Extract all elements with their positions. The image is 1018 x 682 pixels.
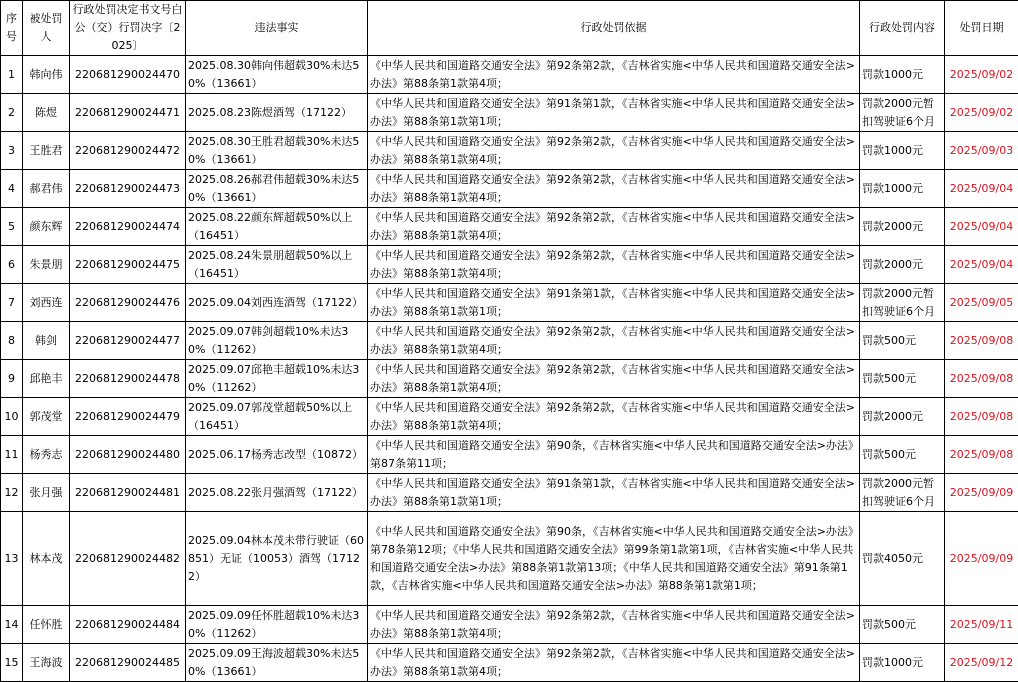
doc-number-cell: 220681290024484 bbox=[70, 606, 186, 644]
doc-number-cell: 220681290024475 bbox=[70, 246, 186, 284]
seq-cell: 11 bbox=[1, 436, 23, 474]
violation-fact-cell: 2025.08.26郝君伟超载30%未达50%（13661） bbox=[186, 170, 368, 208]
table-row bbox=[1, 170, 1018, 208]
doc-number-cell: 220681290024478 bbox=[70, 360, 186, 398]
col-header-basis: 行政处罚依据 bbox=[368, 1, 860, 56]
penalty-date-cell: 2025/09/12 bbox=[945, 644, 1018, 682]
violation-fact-cell: 2025.09.07韩剑超载10%未达30%（11262） bbox=[186, 322, 368, 360]
penalty-date-cell: 2025/09/02 bbox=[945, 94, 1018, 132]
penalty-date-cell: 2025/09/04 bbox=[945, 170, 1018, 208]
penalty-date-cell: 2025/09/09 bbox=[945, 512, 1018, 606]
penalty-date-cell: 2025/09/03 bbox=[945, 132, 1018, 170]
penalty-content-cell: 罚款500元 bbox=[860, 322, 945, 360]
penalty-date-cell: 2025/09/08 bbox=[945, 436, 1018, 474]
name-cell: 王海波 bbox=[23, 644, 70, 682]
seq-cell: 1 bbox=[1, 56, 23, 94]
seq-cell: 3 bbox=[1, 132, 23, 170]
penalty-basis-cell: 《中华人民共和国道路交通安全法》第92条第2款，《吉林省实施<中华人民共和国道路交通安全法>办法》第88条第1款第4项； bbox=[368, 208, 860, 246]
seq-cell: 7 bbox=[1, 284, 23, 322]
doc-number-cell: 220681290024485 bbox=[70, 644, 186, 682]
name-cell: 张月强 bbox=[23, 474, 70, 512]
penalty-date-cell: 2025/09/08 bbox=[945, 322, 1018, 360]
penalty-basis-cell: 《中华人民共和国道路交通安全法》第92条第2款，《吉林省实施<中华人民共和国道路交通安全法>办法》第88条第1款第4项； bbox=[368, 132, 860, 170]
penalty-date-cell: 2025/09/09 bbox=[945, 474, 1018, 512]
violation-fact-cell: 2025.09.07郭茂堂超载50%以上（16451） bbox=[186, 398, 368, 436]
penalty-content-cell: 罚款1000元 bbox=[860, 132, 945, 170]
table-row bbox=[1, 436, 1018, 474]
header-row bbox=[1, 1, 1018, 56]
table-row bbox=[1, 132, 1018, 170]
table-row bbox=[1, 284, 1018, 322]
penalty-basis-cell: 《中华人民共和国道路交通安全法》第91条第1款，《吉林省实施<中华人民共和国道路交通安全法>办法》第88条第1款第1项； bbox=[368, 94, 860, 132]
name-cell: 韩剑 bbox=[23, 322, 70, 360]
violation-fact-cell: 2025.09.07邱艳丰超载10%未达30%（11262） bbox=[186, 360, 368, 398]
penalty-basis-cell: 《中华人民共和国道路交通安全法》第91条第1款，《吉林省实施<中华人民共和国道路交通安全法>办法》第88条第1款第1项； bbox=[368, 474, 860, 512]
penalty-content-cell: 罚款500元 bbox=[860, 360, 945, 398]
violation-fact-cell: 2025.09.09王海波超载30%未达50%（13661） bbox=[186, 644, 368, 682]
violation-fact-cell: 2025.08.30韩向伟超载30%未达50%（13661） bbox=[186, 56, 368, 94]
violation-fact-cell: 2025.09.04林本茂未带行驶证（60851）无证（10053）酒驾（17122） bbox=[186, 512, 368, 606]
penalty-basis-cell: 《中华人民共和国道路交通安全法》第92条第2款，《吉林省实施<中华人民共和国道路交通安全法>办法》第88条第1款第4项； bbox=[368, 360, 860, 398]
penalty-content-cell: 罚款2000元 bbox=[860, 398, 945, 436]
table-row bbox=[1, 208, 1018, 246]
seq-cell: 12 bbox=[1, 474, 23, 512]
seq-cell: 14 bbox=[1, 606, 23, 644]
seq-cell: 9 bbox=[1, 360, 23, 398]
penalty-content-cell: 罚款2000元暂扣驾驶证6个月 bbox=[860, 94, 945, 132]
penalty-content-cell: 罚款1000元 bbox=[860, 170, 945, 208]
doc-number-cell: 220681290024474 bbox=[70, 208, 186, 246]
violation-fact-cell: 2025.06.17杨秀志改型（10872） bbox=[186, 436, 368, 474]
penalty-date-cell: 2025/09/08 bbox=[945, 398, 1018, 436]
doc-number-cell: 220681290024470 bbox=[70, 56, 186, 94]
seq-cell: 13 bbox=[1, 512, 23, 606]
penalty-content-cell: 罚款500元 bbox=[860, 436, 945, 474]
penalty-basis-cell: 《中华人民共和国道路交通安全法》第92条第2款，《吉林省实施<中华人民共和国道路交通安全法>办法》第88条第1款第4项； bbox=[368, 246, 860, 284]
name-cell: 郝君伟 bbox=[23, 170, 70, 208]
penalty-date-cell: 2025/09/02 bbox=[945, 56, 1018, 94]
penalty-content-cell: 罚款1000元 bbox=[860, 644, 945, 682]
penalty-date-cell: 2025/09/05 bbox=[945, 284, 1018, 322]
table-row bbox=[1, 398, 1018, 436]
name-cell: 杨秀志 bbox=[23, 436, 70, 474]
col-header-name: 被处罚人 bbox=[23, 1, 70, 56]
penalty-date-cell: 2025/09/04 bbox=[945, 208, 1018, 246]
name-cell: 陈煜 bbox=[23, 94, 70, 132]
penalty-basis-cell: 《中华人民共和国道路交通安全法》第92条第2款，《吉林省实施<中华人民共和国道路交通安全法>办法》第88条第1款第4项； bbox=[368, 398, 860, 436]
table-row bbox=[1, 94, 1018, 132]
penalty-basis-cell: 《中华人民共和国道路交通安全法》第92条第2款，《吉林省实施<中华人民共和国道路交通安全法>办法》第88条第1款第4项； bbox=[368, 56, 860, 94]
penalty-content-cell: 罚款4050元 bbox=[860, 512, 945, 606]
table-row bbox=[1, 360, 1018, 398]
name-cell: 刘西连 bbox=[23, 284, 70, 322]
violation-fact-cell: 2025.09.04刘西连酒驾（17122） bbox=[186, 284, 368, 322]
name-cell: 朱景朋 bbox=[23, 246, 70, 284]
name-cell: 颜东辉 bbox=[23, 208, 70, 246]
doc-number-cell: 220681290024472 bbox=[70, 132, 186, 170]
penalty-content-cell: 罚款2000元 bbox=[860, 246, 945, 284]
violation-fact-cell: 2025.08.23陈煜酒驾（17122） bbox=[186, 94, 368, 132]
seq-cell: 8 bbox=[1, 322, 23, 360]
penalty-basis-cell: 《中华人民共和国道路交通安全法》第90条，《吉林省实施<中华人民共和国道路交通安全法>办法》第87条第11项； bbox=[368, 436, 860, 474]
table-row bbox=[1, 322, 1018, 360]
penalty-content-cell: 罚款500元 bbox=[860, 606, 945, 644]
name-cell: 王胜君 bbox=[23, 132, 70, 170]
penalty-basis-cell: 《中华人民共和国道路交通安全法》第92条第2款，《吉林省实施<中华人民共和国道路交通安全法>办法》第88条第1款第4项； bbox=[368, 170, 860, 208]
doc-number-cell: 220681290024471 bbox=[70, 94, 186, 132]
seq-cell: 5 bbox=[1, 208, 23, 246]
violation-fact-cell: 2025.08.22张月强酒驾（17122） bbox=[186, 474, 368, 512]
name-cell: 韩向伟 bbox=[23, 56, 70, 94]
penalty-basis-cell: 《中华人民共和国道路交通安全法》第91条第1款，《吉林省实施<中华人民共和国道路交通安全法>办法》第88条第1款第1项； bbox=[368, 284, 860, 322]
doc-number-cell: 220681290024476 bbox=[70, 284, 186, 322]
col-header-doc: 行政处罚决定书文号白公（交）行罚决字〔2025〕 bbox=[70, 1, 186, 56]
name-cell: 林本茂 bbox=[23, 512, 70, 606]
penalty-basis-cell: 《中华人民共和国道路交通安全法》第92条第2款，《吉林省实施<中华人民共和国道路交通安全法>办法》第88条第1款第4项； bbox=[368, 322, 860, 360]
name-cell: 邱艳丰 bbox=[23, 360, 70, 398]
penalty-content-cell: 罚款2000元 bbox=[860, 208, 945, 246]
col-header-fact: 违法事实 bbox=[186, 1, 368, 56]
violation-fact-cell: 2025.08.22颜东辉超载50%以上（16451） bbox=[186, 208, 368, 246]
doc-number-cell: 220681290024481 bbox=[70, 474, 186, 512]
table-row bbox=[1, 246, 1018, 284]
seq-cell: 4 bbox=[1, 170, 23, 208]
violation-fact-cell: 2025.09.09任怀胜超载10%未达30%（11262） bbox=[186, 606, 368, 644]
penalty-date-cell: 2025/09/11 bbox=[945, 606, 1018, 644]
penalty-basis-cell: 《中华人民共和国道路交通安全法》第92条第2款，《吉林省实施<中华人民共和国道路交通安全法>办法》第88条第1款第4项； bbox=[368, 644, 860, 682]
table-row bbox=[1, 606, 1018, 644]
seq-cell: 10 bbox=[1, 398, 23, 436]
col-header-content: 行政处罚内容 bbox=[860, 1, 945, 56]
penalty-content-cell: 罚款2000元暂扣驾驶证6个月 bbox=[860, 284, 945, 322]
name-cell: 郭茂堂 bbox=[23, 398, 70, 436]
name-cell: 任怀胜 bbox=[23, 606, 70, 644]
seq-cell: 2 bbox=[1, 94, 23, 132]
table-row bbox=[1, 474, 1018, 512]
violation-fact-cell: 2025.08.30王胜君超载30%未达50%（13661） bbox=[186, 132, 368, 170]
penalty-date-cell: 2025/09/08 bbox=[945, 360, 1018, 398]
doc-number-cell: 220681290024477 bbox=[70, 322, 186, 360]
penalty-content-cell: 罚款1000元 bbox=[860, 56, 945, 94]
doc-number-cell: 220681290024479 bbox=[70, 398, 186, 436]
penalty-content-cell: 罚款2000元暂扣驾驶证6个月 bbox=[860, 474, 945, 512]
seq-cell: 15 bbox=[1, 644, 23, 682]
table-body bbox=[1, 56, 1018, 682]
penalty-date-cell: 2025/09/04 bbox=[945, 246, 1018, 284]
table-row bbox=[1, 512, 1018, 606]
col-header-seq: 序号 bbox=[1, 1, 23, 56]
violation-fact-cell: 2025.08.24朱景朋超载50%以上（16451） bbox=[186, 246, 368, 284]
col-header-date: 处罚日期 bbox=[945, 1, 1018, 56]
penalty-basis-cell: 《中华人民共和国道路交通安全法》第92条第2款，《吉林省实施<中华人民共和国道路交通安全法>办法》第88条第1款第4项； bbox=[368, 606, 860, 644]
penalty-basis-cell: 《中华人民共和国道路交通安全法》第90条，《吉林省实施<中华人民共和国道路交通安全法>办法》第78条第12项；《中华人民共和国道路交通安全法》第99条第1款第1项，《吉林省实施<中华人民共和国道路交通安全法>办法》第88条第1款第13项；《中华人民共和国道路交通安全法》第91条第1款，《吉林省实施<中华人民共和国道路交通安全法>办法》第88条第1款第1项； bbox=[368, 512, 860, 606]
doc-number-cell: 220681290024480 bbox=[70, 436, 186, 474]
doc-number-cell: 220681290024473 bbox=[70, 170, 186, 208]
table-row bbox=[1, 56, 1018, 94]
seq-cell: 6 bbox=[1, 246, 23, 284]
doc-number-cell: 220681290024482 bbox=[70, 512, 186, 606]
